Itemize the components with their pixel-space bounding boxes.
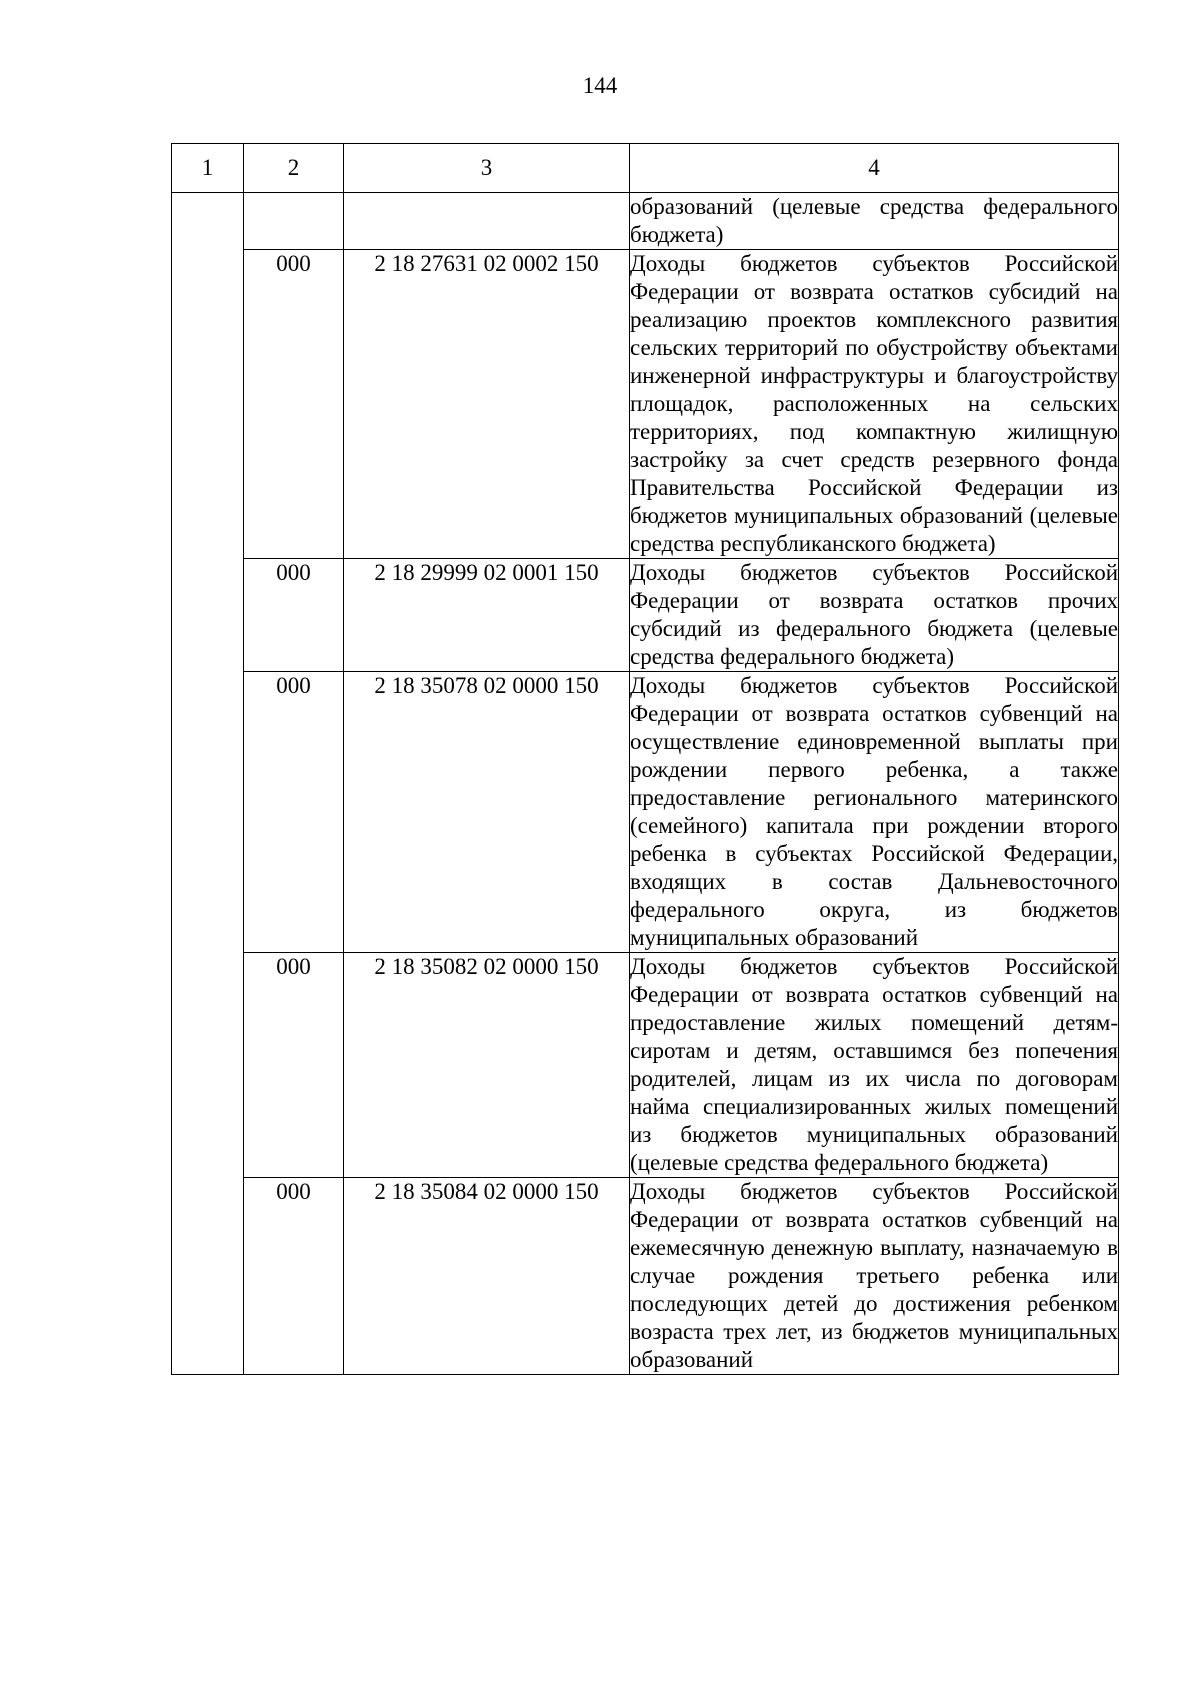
description-cell: Доходы бюджетов субъектов Российской Федерации от возврата остатков субвенций на осуществление единовременной выплаты при рождении первого ребенка, а также предоставление регионального материнского (семейного) капитала при рождении второго ребенка в субъектах Российской Федерации, входящих в состав Дальневосточного федерального округа, из бюджетов муниципальных образований: [630, 672, 1119, 953]
admin-code-cell: 000: [244, 953, 344, 1178]
table-row: [172, 1178, 1119, 1375]
table-row: [172, 250, 1119, 559]
income-code-cell: 2 18 35082 02 0000 150: [344, 953, 630, 1178]
column-1-merged-cell: [172, 193, 244, 1375]
page-number: 144: [582, 73, 618, 98]
column-header-4: 4: [630, 144, 1119, 193]
description-cell: Доходы бюджетов субъектов Российской Федерации от возврата остатков субвенций на предоставление жилых помещений детям-сиротам и детям, оставшимся без попечения родителей, лицам из их числа по договорам найма специализированных жилых помещений из бюджетов муниципальных образований (целевые средства федерального бюджета): [630, 953, 1119, 1178]
table-row: [172, 672, 1119, 953]
description-cell: Доходы бюджетов субъектов Российской Федерации от возврата остатков субвенций на ежемесячную денежную выплату, назначаемую в случае рождения третьего ребенка или последующих детей до достижения ребенком возраста трех лет, из бюджетов муниципальных образований: [630, 1178, 1119, 1375]
table-row-continuation: [172, 193, 1119, 250]
income-codes-table: [171, 143, 1119, 1375]
admin-code-cell: 000: [244, 672, 344, 953]
income-code-cell: 2 18 35084 02 0000 150: [344, 1178, 630, 1375]
description-cell: образований (целевые средства федерального бюджета): [630, 193, 1119, 250]
table-row: [172, 559, 1119, 672]
admin-code-cell: 000: [244, 559, 344, 672]
income-code-cell: 2 18 29999 02 0001 150: [344, 559, 630, 672]
column-header-1: 1: [172, 144, 244, 193]
admin-code-cell: [244, 193, 344, 250]
column-header-3: 3: [344, 144, 630, 193]
income-code-cell: 2 18 27631 02 0002 150: [344, 250, 630, 559]
table-header-row: [172, 144, 1119, 193]
column-header-2: 2: [244, 144, 344, 193]
income-code-cell: 2 18 35078 02 0000 150: [344, 672, 630, 953]
table-row: [172, 953, 1119, 1178]
admin-code-cell: 000: [244, 1178, 344, 1375]
description-cell: Доходы бюджетов субъектов Российской Федерации от возврата остатков прочих субсидий из федерального бюджета (целевые средства федерального бюджета): [630, 559, 1119, 672]
income-code-cell: [344, 193, 630, 250]
admin-code-cell: 000: [244, 250, 344, 559]
description-cell: Доходы бюджетов субъектов Российской Федерации от возврата остатков субсидий на реализацию проектов комплексного развития сельских территорий по обустройству объектами инженерной инфраструктуры и благоустройству площадок, расположенных на сельских территориях, под компактную жилищную застройку за счет средств резервного фонда Правительства Российской Федерации из бюджетов муниципальных образований (целевые средства республиканского бюджета): [630, 250, 1119, 559]
